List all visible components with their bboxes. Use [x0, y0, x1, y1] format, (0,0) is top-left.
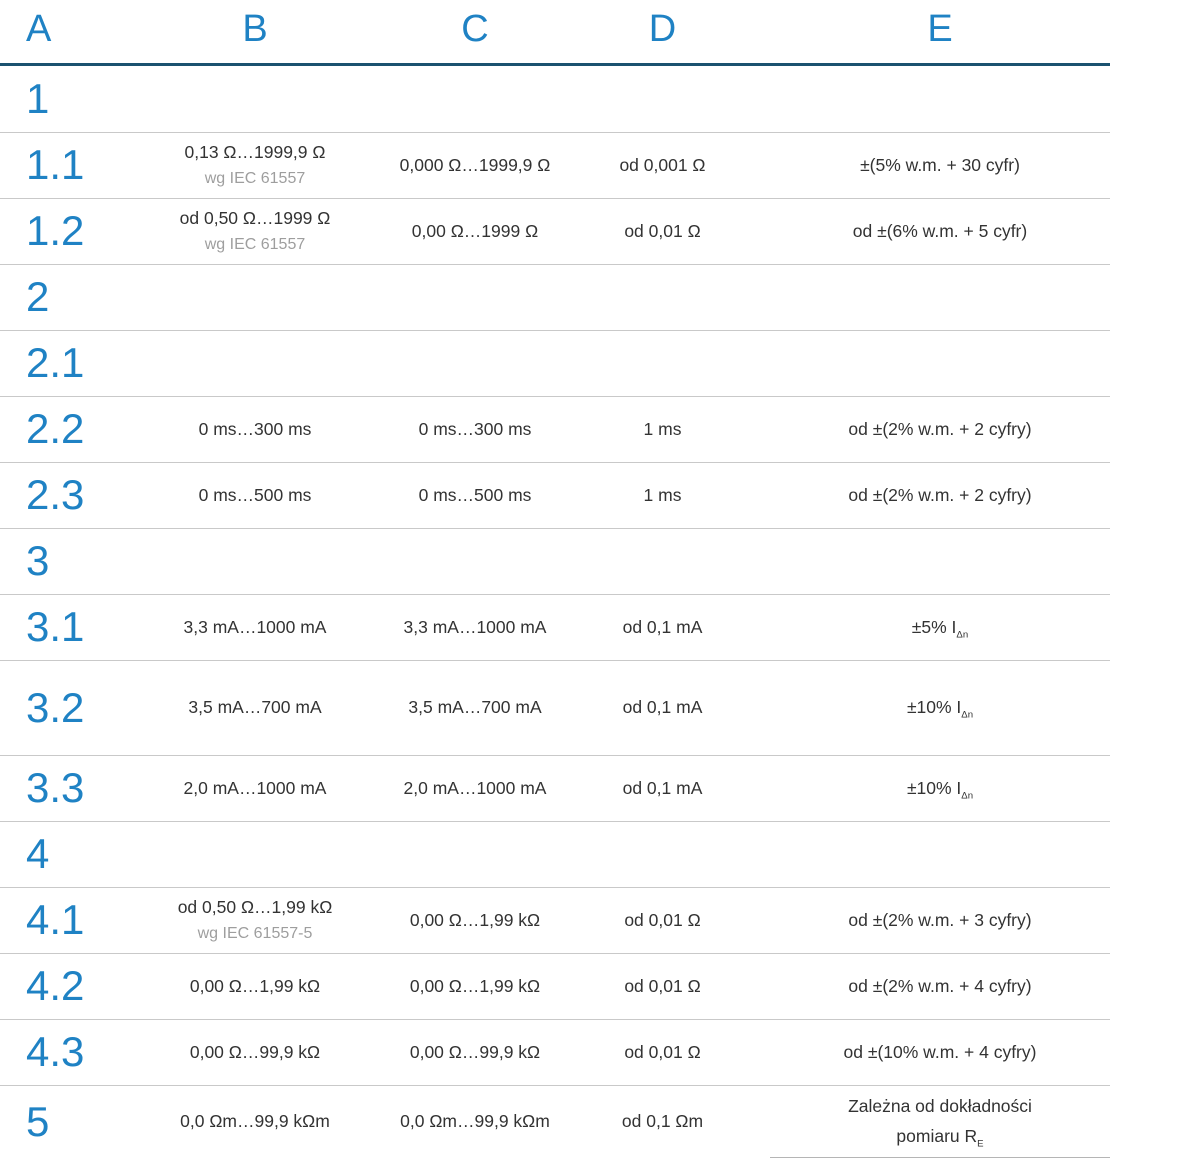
- table-row-3-1: [0, 594, 1110, 660]
- cell-e: ±(5% w.m. + 30 cyfr): [860, 154, 1020, 175]
- cell-d: [555, 529, 770, 594]
- cell-e: od ±(6% w.m. + 5 cyfr): [852, 220, 1028, 241]
- cell-b: [115, 199, 395, 264]
- cell-e: od ±(2% w.m. + 2 cyfry): [848, 418, 1032, 439]
- cell-b: [115, 66, 395, 132]
- column-header-c: C: [461, 8, 489, 50]
- cell-c: 3,5 mA…700 mA: [408, 697, 542, 718]
- range-value: od 0,50 Ω…1,99 kΩ: [177, 897, 333, 918]
- cell-b: [115, 822, 395, 887]
- cell-e: [770, 529, 1110, 594]
- cell-d: od 0,001 Ω: [619, 154, 706, 175]
- cell-c: [395, 265, 555, 330]
- cell-c: 0,00 Ω…99,9 kΩ: [409, 1041, 541, 1062]
- cell-b: [115, 331, 395, 396]
- table-row-3-2: [0, 660, 1110, 755]
- row-label: 1.2: [26, 207, 85, 255]
- table-row-4-1: [0, 887, 1110, 953]
- row-label: 3.2: [26, 683, 85, 731]
- cell-e: [770, 822, 1110, 887]
- cell-d: [555, 331, 770, 396]
- table-row-3-3: [0, 755, 1110, 821]
- cell-e: od ±(10% w.m. + 4 cyfry): [843, 1041, 1037, 1062]
- table-row-5: [0, 1085, 1110, 1158]
- cell-b: 0,00 Ω…99,9 kΩ: [189, 1041, 321, 1062]
- cell-b: 0 ms…300 ms: [198, 418, 312, 439]
- row-label: 2: [26, 273, 50, 321]
- row-label: 2.2: [26, 405, 85, 453]
- cell-e: ±5% $I_{\Delta n}$: [911, 616, 969, 641]
- row-label: 5: [26, 1097, 50, 1145]
- table-row-2-2: [0, 396, 1110, 462]
- cell-c: 0 ms…500 ms: [418, 484, 532, 505]
- cell-e: od ±(2% w.m. + 2 cyfry): [848, 484, 1032, 505]
- cell-c: [395, 822, 555, 887]
- cell-d: od 0,01 Ω: [624, 220, 701, 241]
- cell-e: [770, 265, 1110, 330]
- cell-d: 1 ms: [643, 484, 682, 505]
- cell-c: 3,3 mA…1000 mA: [403, 616, 547, 637]
- cell-d: od 0,01 Ω: [624, 975, 701, 996]
- table-row-4-3: [0, 1019, 1110, 1085]
- cell-e: od ±(2% w.m. + 4 cyfry): [848, 975, 1032, 996]
- row-label: 1.1: [26, 141, 85, 189]
- cell-c: 2,0 mA…1000 mA: [403, 777, 547, 798]
- cell-d: [555, 66, 770, 132]
- cell-b: [115, 265, 395, 330]
- cell-e: ±10% $I_{\Delta n}$: [906, 777, 974, 802]
- cell-b: 2,0 mA…1000 mA: [183, 777, 327, 798]
- column-header-b: B: [242, 8, 268, 50]
- range-value: od 0,50 Ω…1999 Ω: [179, 208, 331, 229]
- row-label: 3: [26, 537, 50, 585]
- cell-c: 0,00 Ω…1,99 kΩ: [409, 909, 541, 930]
- standard-note: wg IEC 61557: [204, 170, 306, 188]
- row-label: 2.3: [26, 471, 85, 519]
- cell-c: 0 ms…300 ms: [418, 418, 532, 439]
- cell-c: 0,00 Ω…1,99 kΩ: [409, 975, 541, 996]
- row-label: 4: [26, 830, 50, 878]
- table-row-2: [0, 264, 1110, 330]
- row-label: 3.1: [26, 603, 85, 651]
- column-header-e: E: [927, 8, 953, 50]
- cell-d: od 0,1 mA: [622, 777, 703, 798]
- cell-e: [770, 66, 1110, 132]
- cell-c: [395, 66, 555, 132]
- row-label: 4.1: [26, 896, 85, 944]
- table-row-2-3: [0, 462, 1110, 528]
- row-label: 2.1: [26, 339, 85, 387]
- row-label: 4.2: [26, 962, 85, 1010]
- cell-c: 0,00 Ω…1999 Ω: [411, 220, 539, 241]
- range-value: 0,13 Ω…1999,9 Ω: [184, 142, 326, 163]
- cell-b: 0,00 Ω…1,99 kΩ: [189, 975, 321, 996]
- table-row-2-1: [0, 330, 1110, 396]
- table-row-1-1: [0, 132, 1110, 198]
- cell-e: ±10% $I_{\Delta n}$: [906, 697, 974, 721]
- cell-d: od 0,01 Ω: [624, 1041, 701, 1062]
- cell-e: od ±(2% w.m. + 3 cyfry): [848, 909, 1032, 930]
- cell-b: [115, 529, 395, 594]
- cell-b: 0 ms…500 ms: [198, 484, 312, 505]
- cell-d: 1 ms: [643, 418, 682, 439]
- cell-b: [115, 888, 395, 953]
- table-row-3: [0, 528, 1110, 594]
- cell-c: [395, 529, 555, 594]
- column-header-d: D: [648, 8, 677, 50]
- cell-e: Zależna od dokładności pomiaru $R_E$: [770, 1086, 1110, 1158]
- cell-b: 3,3 mA…1000 mA: [183, 616, 327, 637]
- cell-e: [770, 331, 1110, 396]
- cell-b: 0,0 Ωm…99,9 kΩm: [180, 1111, 330, 1132]
- cell-d: od 0,1 mA: [622, 616, 703, 637]
- column-header-a: A: [26, 8, 52, 50]
- table-header-row: [0, 0, 1110, 66]
- table-row-1: [0, 66, 1110, 132]
- table-row-4-2: [0, 953, 1110, 1019]
- row-label: 4.3: [26, 1028, 85, 1076]
- table-row-1-2: [0, 198, 1110, 264]
- cell-c: 0,0 Ωm…99,9 kΩm: [400, 1111, 550, 1132]
- table-row-4: [0, 821, 1110, 887]
- cell-d: od 0,1 Ωm: [621, 1111, 704, 1132]
- cell-c: [395, 331, 555, 396]
- standard-note: wg IEC 61557: [204, 236, 306, 254]
- cell-d: od 0,1 mA: [622, 697, 703, 718]
- cell-c: 0,000 Ω…1999,9 Ω: [399, 154, 551, 175]
- cell-d: [555, 822, 770, 887]
- cell-d: [555, 265, 770, 330]
- row-label: 1: [26, 74, 50, 122]
- cell-b: 3,5 mA…700 mA: [188, 697, 322, 718]
- row-label: 3.3: [26, 764, 85, 812]
- cell-b: [115, 133, 395, 198]
- standard-note: wg IEC 61557-5: [197, 925, 313, 943]
- cell-d: od 0,01 Ω: [624, 909, 701, 930]
